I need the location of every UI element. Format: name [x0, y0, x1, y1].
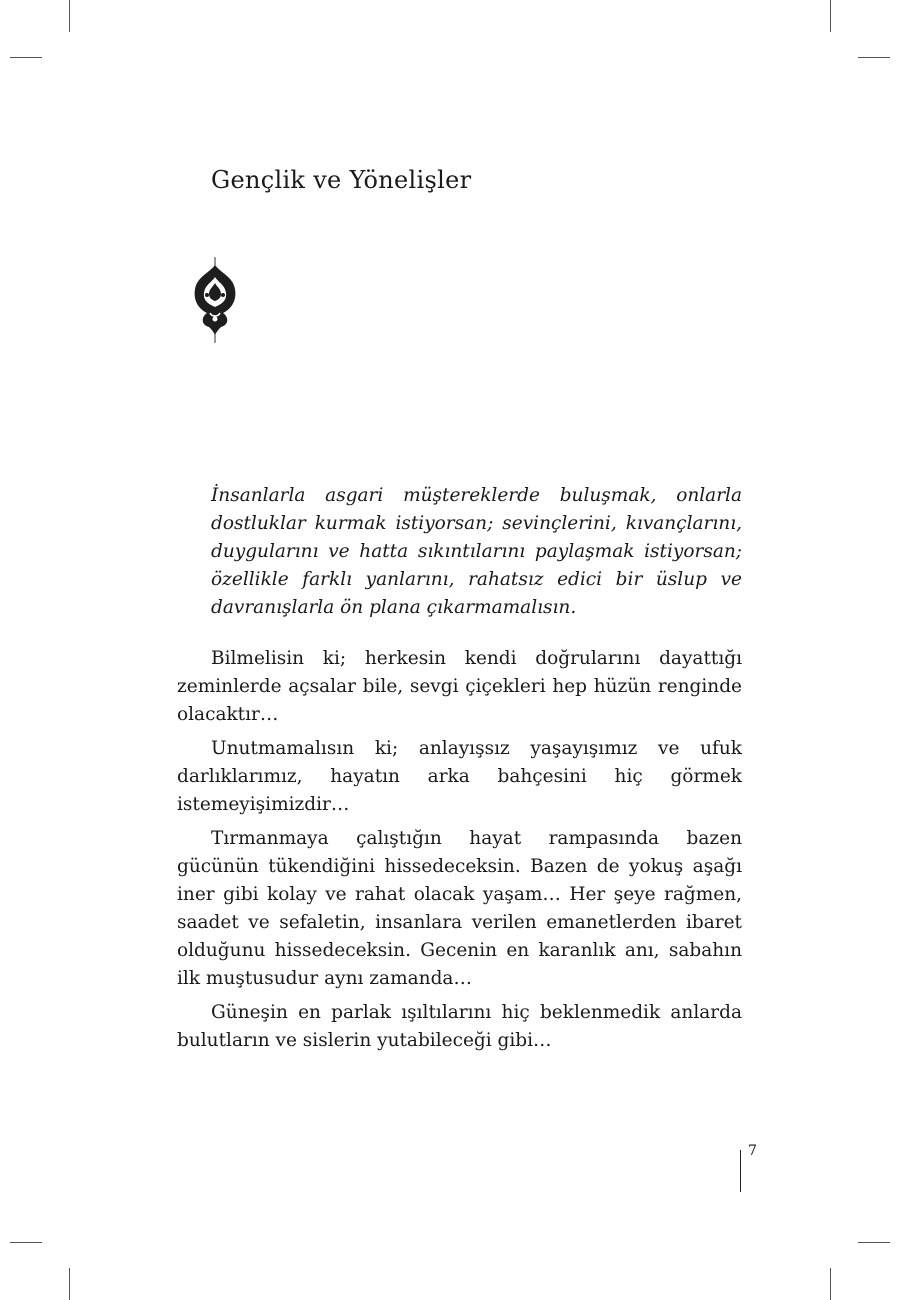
page-number: 7 — [748, 1143, 757, 1159]
paragraph: Güneşin en parlak ışıltılarını hiç beklenmedik anlarda bulutların ve sislerin yutabileceği gibi… — [177, 1002, 742, 1051]
crop-mark — [10, 57, 42, 58]
paragraph: Bilmelisin ki; herkesin kendi doğrularını dayattığı zeminlerde açsalar bile, sevgi çiçekleri hep hüzün renginde olacaktır… — [177, 648, 742, 725]
crop-mark — [69, 1268, 70, 1300]
page-number-rule — [740, 1150, 741, 1192]
crop-mark — [69, 0, 70, 32]
crop-mark — [858, 1242, 890, 1243]
paragraph: Unutmamalısın ki; anlayışsız yaşayışımız ve ufuk darlıklarımız, hayatın arka bahçesini hiç görmek istemeyişimizdir… — [177, 738, 742, 815]
epigraph: İnsanlarla asgari müştereklerde buluşmak, onlarla dostluklar kurmak istiyorsan; sevinçlerini, kıvançlarını, duygularını ve hatta sıkıntılarını paylaşmak istiyorsan; özellikle farklı yanlarını, rahatsız edici bir üslup ve davranışlarla ön plana çıkarmamalısın. — [211, 485, 742, 618]
crop-mark — [830, 0, 831, 32]
body-text — [177, 645, 742, 1061]
crop-mark — [830, 1268, 831, 1300]
crop-mark — [10, 1242, 42, 1243]
chapter-title: Gençlik ve Yönelişler — [211, 166, 472, 194]
paragraph: Tırmanmaya çalıştığın hayat rampasında bazen gücünün tükendiğini hissedeceksin. Bazen de yokuş aşağı iner gibi kolay ve rahat olacak yaşam… Her şeye rağmen, saadet ve sefaletin, insanlara verilen emanetlerden ibaret olduğunu hissedeceksin. Gecenin en karanlık anı, sabahın ilk muştusudur aynı zamanda… — [177, 828, 742, 989]
crop-mark — [858, 57, 890, 58]
floral-ornament-icon — [187, 255, 243, 345]
